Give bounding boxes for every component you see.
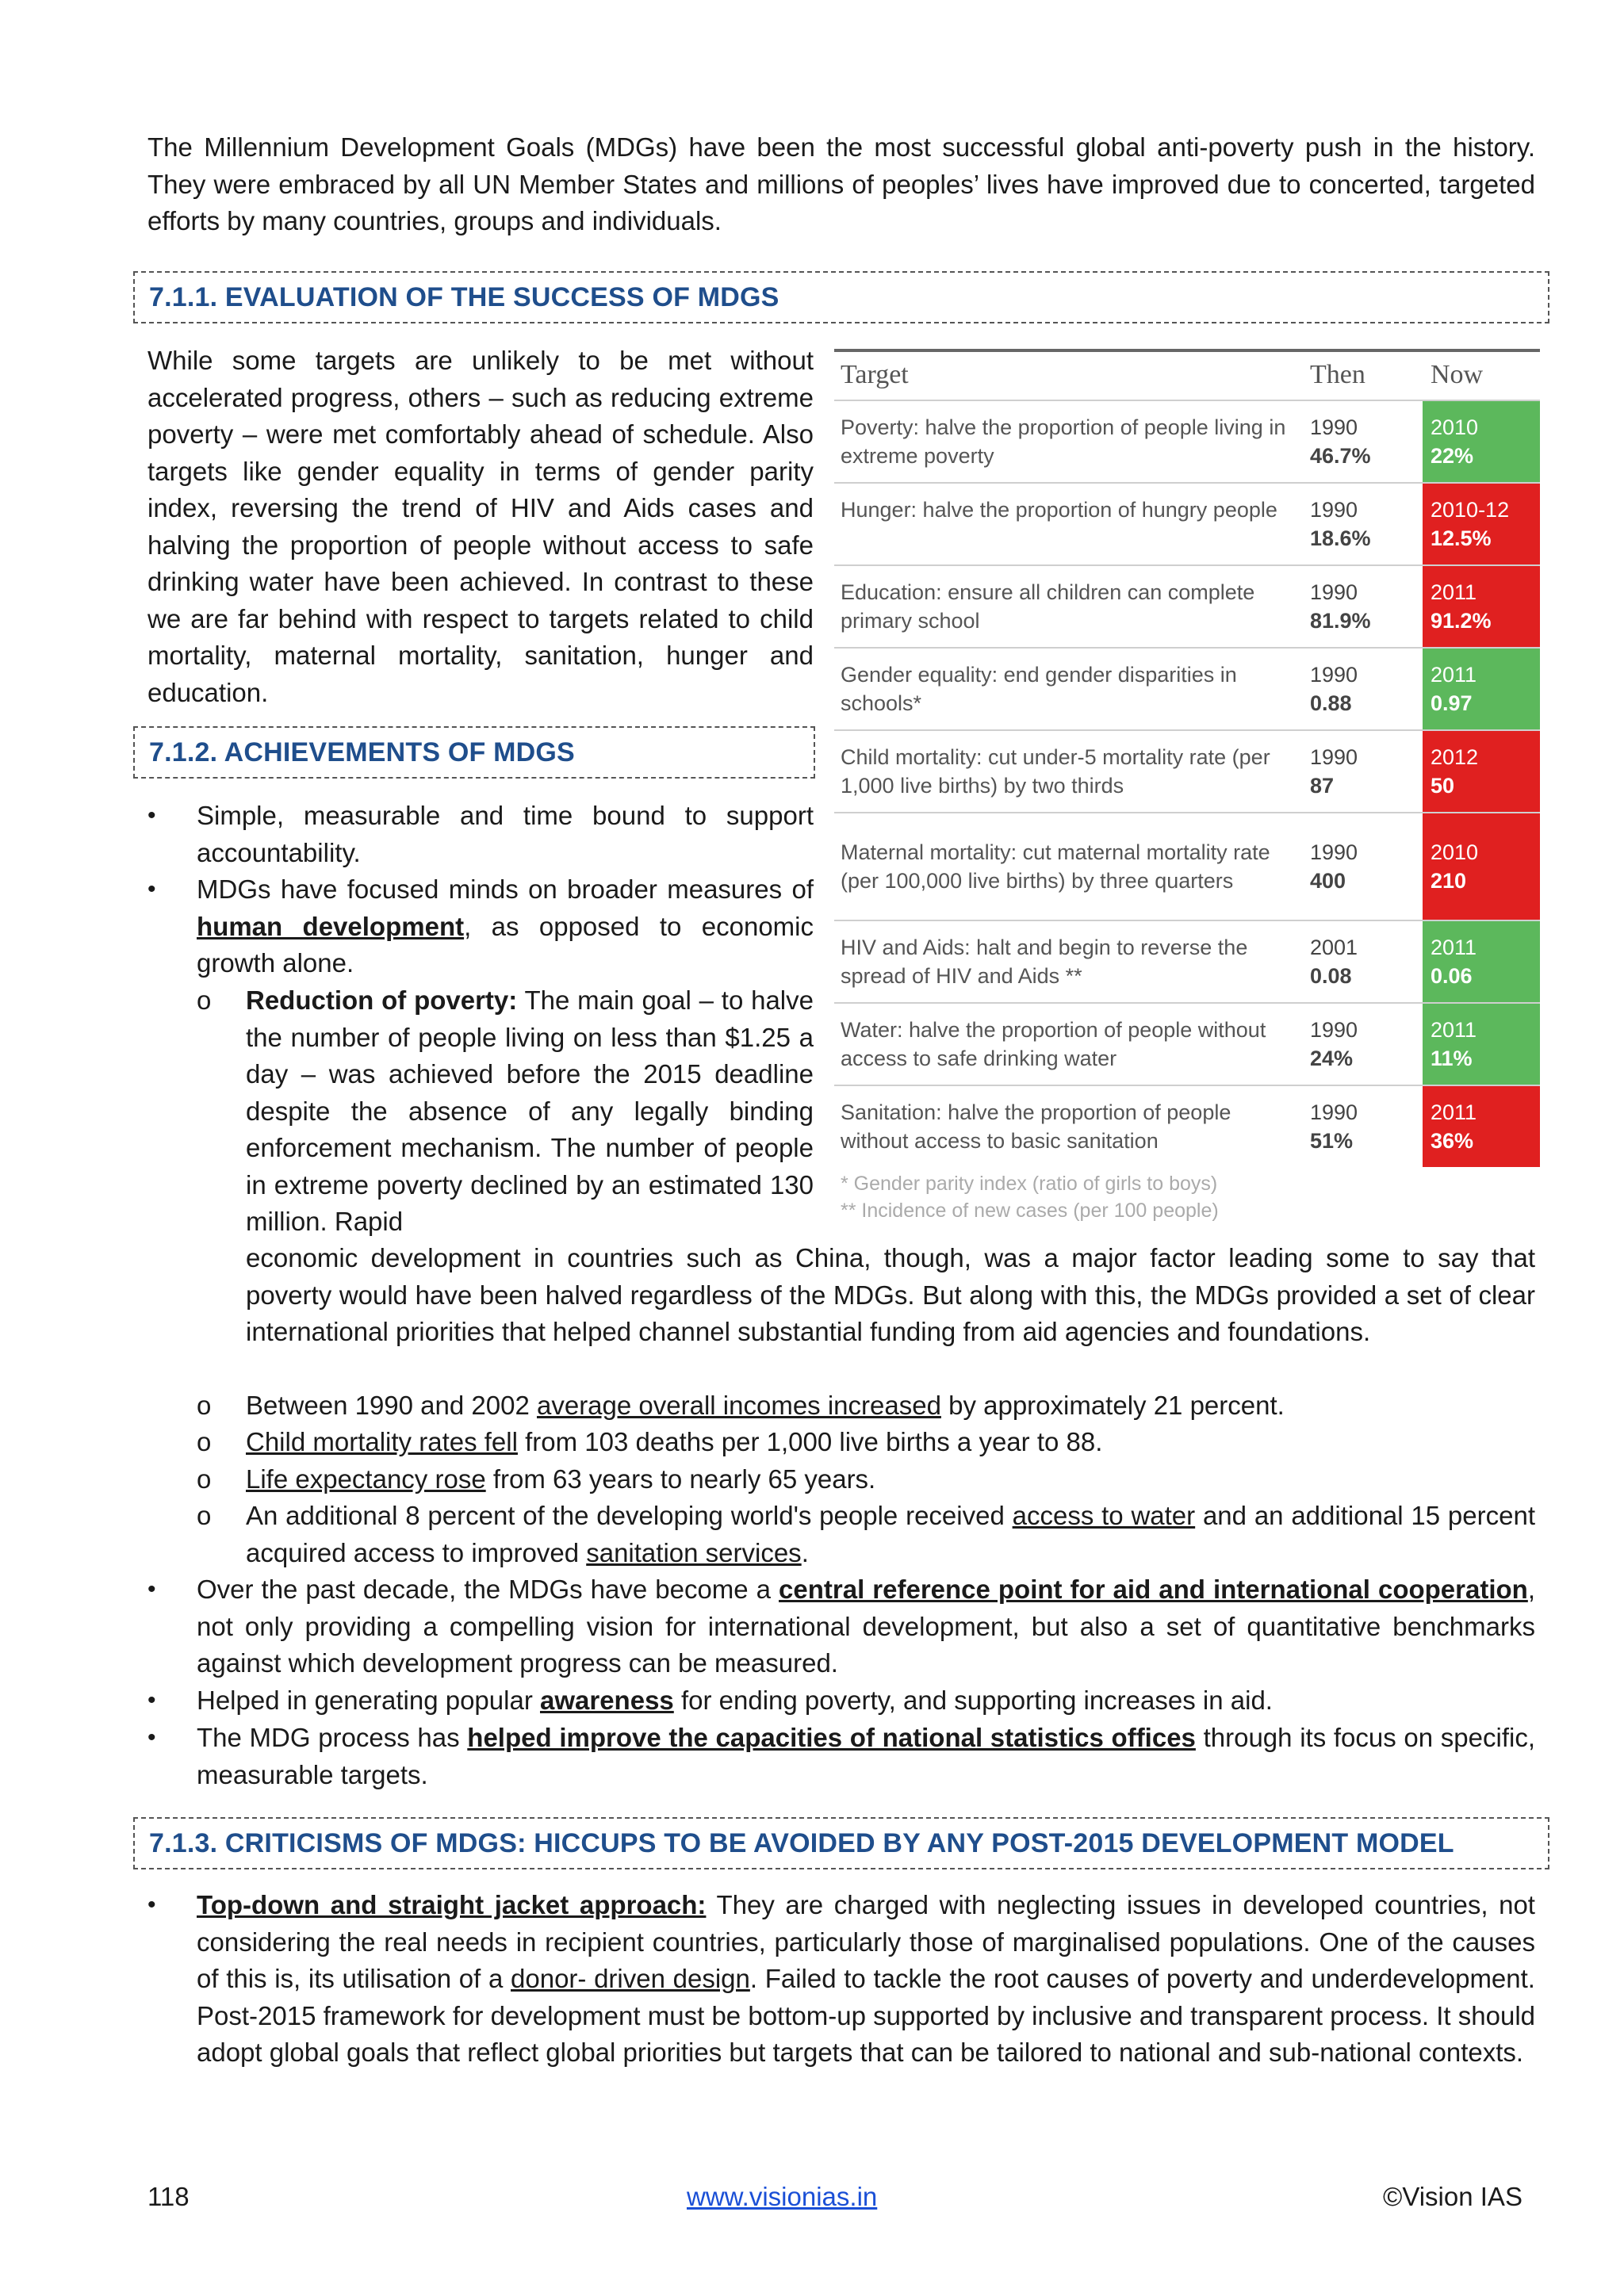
row-now: 2010-12 12.5% [1423, 484, 1540, 564]
sub-bullet-poverty: o Reduction of poverty: The main goal – to halve the number of people living on less than $1.25 a day – was achieved before the 2015 deadline despite the absence of any legally binding enforcement mechanism. The number of people in extreme poverty declined by an estimated 130 million. Rapid [197, 985, 814, 1236]
table-row [834, 1085, 1540, 1167]
row-target: Education: ensure all children can complete primary school [841, 580, 1255, 633]
section-heading-evaluation: 7.1.1. EVALUATION OF THE SUCCESS OF MDGS [133, 271, 1549, 323]
row-now: 2011 0.06 [1423, 921, 1540, 1002]
row-then: 1990 18.6% [1310, 498, 1371, 550]
row-now: 2011 0.97 [1423, 649, 1540, 729]
table-header [834, 352, 1540, 400]
sub-bullet-incomes: o Between 1990 and 2002 average overall incomes increased by approximately 21 percent. [197, 1391, 1285, 1420]
human-development-term: human development [197, 911, 465, 941]
row-target: Child mortality: cut under-5 mortality rate (per 1,000 live births) by two thirds [841, 745, 1270, 798]
table-row [834, 647, 1540, 729]
table-row [834, 920, 1540, 1002]
row-target: HIV and Aids: halt and begin to reverse the spread of HIV and Aids ** [841, 936, 1248, 988]
intro-paragraph: The Millennium Development Goals (MDGs) have been the most successful global anti-poverty push in the history. They were embraced by all UN Member States and millions of peoples’ lives have improved due to concerted, targeted efforts by many countries, groups and individuals. [147, 132, 1535, 235]
row-now: 2011 36% [1423, 1086, 1540, 1167]
achievement-bullet-5: • The MDG process has helped improve the capacities of national statistics offices through its focus on specific, measurable targets. [147, 1723, 1535, 1789]
sub-bullet-life-expectancy: o Life expectancy rose from 63 years to nearly 65 years. [197, 1464, 876, 1494]
row-now: 2011 11% [1423, 1004, 1540, 1085]
mdg-targets-table [834, 349, 1540, 1227]
row-then: 1990 0.88 [1310, 663, 1358, 715]
achievement-bullet-1: • Simple, measurable and time bound to support accountability. [147, 801, 814, 867]
criticism-bullet-1: • Top-down and straight jacket approach: They are charged with neglecting issues in developed countries, not considering the real needs in recipient countries, particularly those of marginalised populations. One of the causes of this is, its utilisation of a donor- driven design. Failed to tackle the root causes of poverty and underdevelopment. Post-2015 framework for development must be bottom-up supported by inclusive and transparent process. It should adopt global goals that reflect global priorities but targets that can be tailored to national and sub-national contexts. [147, 1890, 1535, 2067]
achievement-bullet-4: • Helped in generating popular awareness for ending poverty, and supporting increases in aid. [147, 1686, 1273, 1715]
table-row [834, 482, 1540, 564]
table-row [834, 729, 1540, 812]
table-row [834, 812, 1540, 920]
achievement-bullet-2: • MDGs have focused minds on broader measures of human development, as opposed to economic growth alone. [147, 874, 814, 978]
section-heading-achievements: 7.1.2. ACHIEVEMENTS OF MDGS [133, 726, 815, 779]
row-now: 2010 22% [1423, 401, 1540, 482]
header-now: Now [1431, 360, 1484, 389]
row-now: 2011 91.2% [1423, 566, 1540, 647]
achievement-bullet-3: • Over the past decade, the MDGs have become a central reference point for aid and international cooperation, not only providing a compelling vision for international development, but also a set of quantitative benchmarks against which development progress can be measured. [147, 1575, 1535, 1678]
evaluation-paragraph: While some targets are unlikely to be met without accelerated progress, others – such as reducing extreme poverty – were met comfortably ahead of schedule. Also targets like gender equality in terms of gender parity index, reversing the trend of HIV and Aids cases and halving the proportion of people without access to safe drinking water have been achieved. In contrast to these we are far behind with respect to targets related to child mortality, maternal mortality, sanitation, hunger and education. [147, 346, 814, 707]
row-then: 1990 87 [1310, 745, 1358, 798]
row-target: Water: halve the proportion of people without access to safe drinking water [841, 1018, 1266, 1070]
header-target: Target [841, 360, 909, 389]
row-target: Gender equality: end gender disparities in schools* [841, 663, 1237, 715]
sub-bullet-poverty-continued: economic development in countries such as China, though, was a major factor leading some to say that poverty would have been halved regardless of the MDGs. But along with this, the MDGs provided a set of clear international priorities that helped channel substantial funding from aid agencies and foundations. [246, 1243, 1535, 1346]
row-target: Poverty: halve the proportion of people living in extreme poverty [841, 415, 1286, 468]
row-now: 2012 50 [1423, 731, 1540, 812]
row-then: 1990 81.9% [1310, 580, 1371, 633]
table-row [834, 1002, 1540, 1085]
table-note: * Gender parity index (ratio of girls to boys) [841, 1173, 1218, 1195]
copyright: ©Vision IAS [1383, 2182, 1522, 2211]
sub-bullet-child-mortality: o Child mortality rates fell from 103 deaths per 1,000 live births a year to 88. [197, 1427, 1103, 1456]
table-note: ** Incidence of new cases (per 100 people) [841, 1200, 1219, 1222]
row-then: 1990 400 [1310, 840, 1358, 893]
table-row [834, 564, 1540, 647]
row-then: 1990 46.7% [1310, 415, 1371, 468]
row-then: 1990 24% [1310, 1018, 1358, 1070]
page-number: 118 [147, 2182, 190, 2211]
row-then: 1990 51% [1310, 1100, 1358, 1153]
sub-bullet-water-sanitation: o An additional 8 percent of the developing world's people received access to water and an additional 15 percent acquired access to improved sanitation services. [197, 1501, 1535, 1567]
section-heading-criticisms: 7.1.3. CRITICISMS OF MDGS: HICCUPS TO BE AVOIDED BY ANY POST-2015 DEVELOPMENT MODEL [133, 1817, 1549, 1869]
row-now: 2010 210 [1423, 813, 1540, 920]
row-then: 2001 0.08 [1310, 936, 1358, 988]
row-target: Maternal mortality: cut maternal mortality rate (per 100,000 live births) by three quarters [841, 840, 1270, 893]
row-target: Hunger: halve the proportion of hungry people [841, 498, 1277, 522]
table-row [834, 400, 1540, 482]
header-then: Then [1310, 360, 1365, 389]
website-link[interactable]: www.visionias.in [687, 2182, 878, 2211]
row-target: Sanitation: halve the proportion of people without access to basic sanitation [841, 1100, 1231, 1153]
